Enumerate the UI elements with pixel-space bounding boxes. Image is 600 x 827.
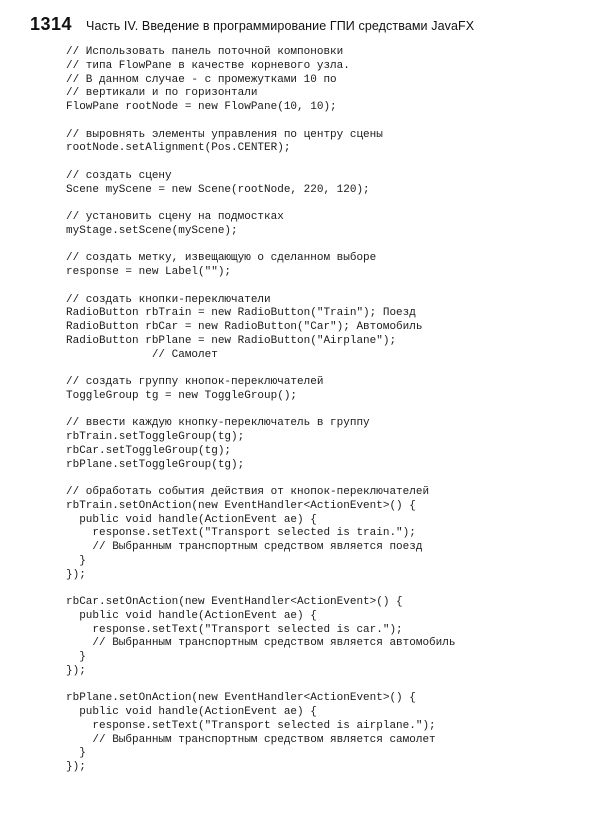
- code-blank-line: [66, 679, 455, 693]
- code-line: // создать группу кнопок-переключателей: [66, 376, 324, 388]
- code-blank-line: [66, 472, 455, 486]
- code-blank-line: [66, 280, 455, 294]
- code-line: rbPlane.setOnAction(new EventHandler<ActionEvent>() {: [66, 692, 416, 705]
- code-blank-line: [66, 156, 455, 170]
- code-line: response = new Label("");: [66, 266, 232, 278]
- code-line: RadioButton rbCar = new RadioButton("Car"); Автомобиль: [66, 321, 423, 333]
- code-line: // Использовать панель поточной компоновки: [66, 46, 344, 58]
- code-line: });: [66, 761, 86, 773]
- code-line: // ввести каждую кнопку-переключатель в группу: [66, 417, 370, 430]
- code-blank-line: [66, 582, 455, 596]
- code-line: response.setText("Transport selected is airplane.");: [66, 719, 436, 732]
- code-line: // выровнять элементы управления по центру сцены: [66, 128, 383, 141]
- page-header: [30, 14, 474, 35]
- code-line: // установить сцену на подмостках: [66, 211, 284, 223]
- code-line: // создать сцену: [66, 169, 172, 182]
- running-head: Часть IV. Введение в программирование ГПИ средствами JavaFX: [86, 19, 475, 33]
- code-line: }: [66, 554, 86, 567]
- code-line: ToggleGroup tg = new ToggleGroup();: [66, 389, 298, 402]
- code-line: rbTrain.setToggleGroup(tg);: [66, 431, 245, 443]
- code-listing: [66, 46, 455, 775]
- code-line: // Выбранным транспортным средством является самолет: [66, 733, 436, 746]
- code-line: rbTrain.setOnAction(new EventHandler<ActionEvent>() {: [66, 499, 416, 512]
- code-line: public void handle(ActionEvent ae) {: [66, 706, 317, 718]
- code-line: // В данном случае - с промежутками 10 по: [66, 73, 337, 86]
- code-line: // создать кнопки-переключатели: [66, 293, 271, 306]
- code-line: RadioButton rbTrain = new RadioButton("Train"); Поезд: [66, 307, 416, 320]
- code-line: rbPlane.setToggleGroup(tg);: [66, 458, 245, 471]
- code-line: FlowPane rootNode = new FlowPane(10, 10);: [66, 101, 337, 113]
- code-line: // Самолет: [66, 348, 218, 361]
- code-line: // создать метку, извещающую о сделанном выборе: [66, 252, 377, 265]
- code-blank-line: [66, 197, 455, 211]
- code-line: rbCar.setToggleGroup(tg);: [66, 444, 232, 457]
- code-line: RadioButton rbPlane = new RadioButton("Airplane");: [66, 334, 397, 347]
- code-line: response.setText("Transport selected is car.");: [66, 623, 403, 636]
- code-line: // Выбранным транспортным средством является поезд: [66, 541, 423, 553]
- code-line: // обработать события действия от кнопок-переключателей: [66, 486, 430, 498]
- code-line: // Выбранным транспортным средством является автомобиль: [66, 637, 456, 650]
- code-line: });: [66, 664, 86, 677]
- code-line: }: [66, 651, 86, 663]
- code-line: myStage.setScene(myScene);: [66, 224, 238, 237]
- code-line: response.setText("Transport selected is train.");: [66, 527, 416, 540]
- code-line: // типа FlowPane в качестве корневого узла.: [66, 59, 350, 72]
- code-line: public void handle(ActionEvent ae) {: [66, 513, 317, 526]
- code-blank-line: [66, 362, 455, 376]
- page-number: 1314: [30, 14, 73, 34]
- code-line: }: [66, 747, 86, 760]
- code-line: // вертикали и по горизонтали: [66, 87, 258, 100]
- code-line: Scene myScene = new Scene(rootNode, 220, 120);: [66, 183, 370, 196]
- code-line: });: [66, 568, 86, 581]
- code-blank-line: [66, 404, 455, 418]
- code-blank-line: [66, 239, 455, 253]
- code-line: rootNode.setAlignment(Pos.CENTER);: [66, 142, 291, 155]
- code-line: public void handle(ActionEvent ae) {: [66, 609, 317, 622]
- code-blank-line: [66, 115, 455, 129]
- code-line: rbCar.setOnAction(new EventHandler<ActionEvent>() {: [66, 596, 403, 608]
